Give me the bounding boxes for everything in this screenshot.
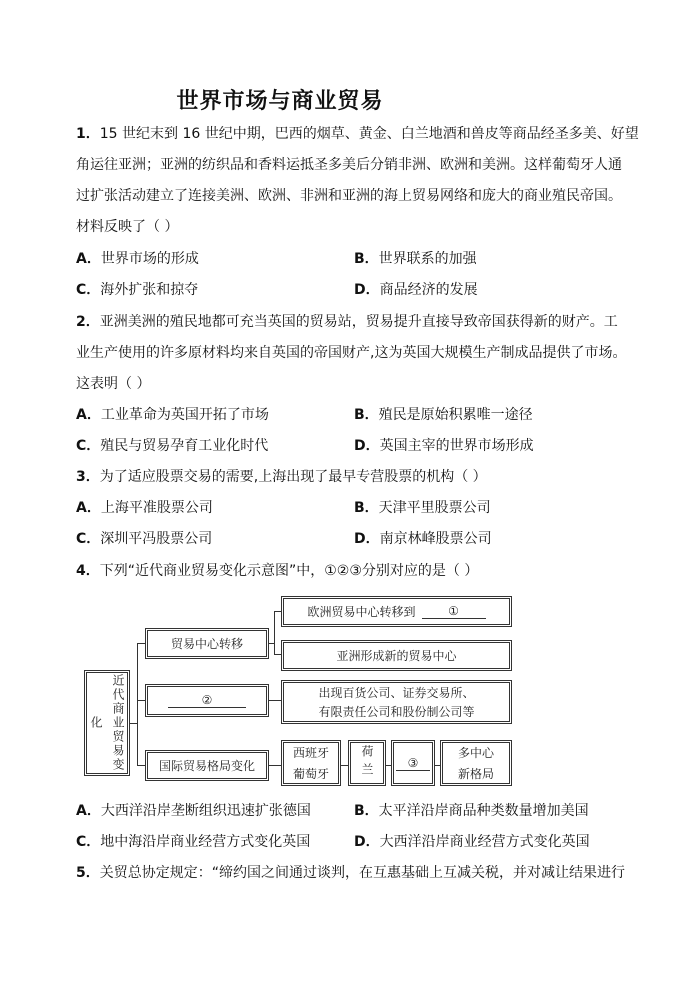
option-text: 深圳平冯股票公司 [100, 531, 213, 547]
option-letter: C． [76, 438, 101, 454]
q2-option-d[interactable] [354, 437, 534, 455]
connector [137, 765, 145, 766]
chain-spain-portugal [281, 740, 341, 786]
q2-option-c[interactable] [76, 437, 268, 455]
q5-number: 5． [76, 865, 100, 881]
connector [137, 643, 145, 644]
blank-1: ① [422, 604, 486, 619]
leaf-label: 欧洲贸易中心转移到 [307, 605, 416, 619]
q5-line-1 [76, 864, 625, 882]
option-text: 殖民是原始积累唯一途径 [378, 407, 533, 423]
option-letter: D． [354, 438, 380, 454]
option-text: 世界市场的形成 [100, 251, 199, 267]
page-title: 世界市场与商业贸易 [176, 89, 384, 114]
q4-option-b[interactable] [354, 802, 589, 820]
branch-blank-2 [145, 684, 269, 717]
option-text: 大西洋沿岸垄断组织迅速扩张德国 [100, 803, 311, 819]
option-text: 上海平准股票公司 [100, 500, 213, 516]
q4-option-d[interactable] [354, 833, 590, 851]
option-letter: B． [354, 803, 379, 819]
q4-option-c[interactable] [76, 833, 310, 851]
connector [341, 765, 348, 766]
chain-blank-3 [391, 740, 435, 786]
chain-label: 新格局 [457, 767, 494, 781]
chain-label: 荷兰 [360, 745, 374, 781]
option-letter: B． [354, 251, 379, 267]
q1-line-2: 角运往亚洲；亚洲的纺织品和香料运抵圣多美后分销非洲、欧洲和美洲。这样葡萄牙人通 [76, 157, 622, 173]
q3-number: 3． [76, 469, 100, 485]
q3-option-a[interactable] [76, 499, 213, 517]
branch-trade-pattern [145, 750, 269, 781]
branch-label: 贸易中心转移 [170, 637, 243, 651]
option-letter: C． [76, 282, 101, 298]
diagram-root-label: 近代商业贸易变化 [89, 674, 125, 772]
q2-number: 2． [76, 314, 100, 330]
q1-option-c[interactable] [76, 281, 198, 299]
blank-3: ③ [396, 756, 430, 771]
connector [274, 611, 275, 655]
q3-line-1 [76, 468, 487, 486]
option-text: 南京林峰股票公司 [379, 531, 492, 547]
q3-text-1: 为了适应股票交易的需要,上海出现了最早专营股票的机构（ ） [99, 469, 487, 485]
chain-multi-center [440, 740, 512, 786]
connector [269, 765, 281, 766]
q4-number: 4． [76, 563, 100, 579]
q5-text-1: 关贸总协定规定：“缔约国之间通过谈判，在互惠基础上互减关税，并对减让结果进行 [99, 865, 626, 881]
leaf-europe-center [281, 596, 512, 627]
connector [137, 700, 145, 701]
q4-text-1: 下列“近代商业贸易变化示意图”中，①②③分别对应的是（ ） [99, 563, 479, 579]
branch-trade-center-shift [145, 628, 269, 659]
connector [269, 700, 281, 701]
option-letter: D． [354, 282, 380, 298]
q1-option-a[interactable] [76, 250, 199, 268]
q2-line-1 [76, 313, 618, 331]
option-letter: C． [76, 834, 101, 850]
option-text: 大西洋沿岸商业经营方式变化英国 [379, 834, 590, 850]
leaf-asia-center [281, 640, 512, 671]
q1-line-1 [76, 125, 639, 143]
option-letter: A． [76, 500, 101, 516]
option-text: 海外扩张和掠夺 [100, 282, 199, 298]
option-letter: D． [354, 531, 380, 547]
q4-line-1 [76, 562, 478, 580]
option-letter: B． [354, 500, 379, 516]
q3-option-d[interactable] [354, 530, 492, 548]
q1-line-4: 材料反映了（ ） [76, 219, 179, 235]
q1-number: 1． [76, 126, 100, 142]
chain-label: 西班牙 [292, 746, 329, 760]
chain-label: 多中心 [457, 746, 494, 760]
chain-label: 葡萄牙 [292, 767, 329, 781]
option-text: 太平洋沿岸商品种类数量增加美国 [378, 803, 589, 819]
option-letter: B． [354, 407, 379, 423]
q3-option-c[interactable] [76, 530, 212, 548]
option-text: 殖民与贸易孕育工业化时代 [100, 438, 269, 454]
option-letter: A． [76, 407, 101, 423]
q2-line-3: 这表明（ ） [76, 376, 151, 392]
q4-option-a[interactable] [76, 802, 311, 820]
connector [137, 643, 138, 766]
q1-option-b[interactable] [354, 250, 477, 268]
q1-line-3: 过扩张活动建立了连接美洲、欧洲、非洲和亚洲的海上贸易网络和庞大的商业殖民帝国。 [76, 188, 622, 204]
diagram-root-box [84, 670, 130, 776]
branch-label: 国际贸易格局变化 [158, 759, 255, 773]
option-letter: A． [76, 251, 101, 267]
option-text: 地中海沿岸商业经营方式变化英国 [100, 834, 311, 850]
leaf-label: 亚洲形成新的贸易中心 [336, 649, 457, 663]
q1-option-d[interactable] [354, 281, 478, 299]
leaf-label: 有限责任公司和股份制公司等 [318, 705, 475, 719]
q2-line-2: 业生产使用的许多原材料均来自英国的帝国财产,这为英国大规模生产制成品提供了市场。 [76, 345, 627, 361]
option-letter: A． [76, 803, 101, 819]
option-text: 天津平里股票公司 [378, 500, 491, 516]
leaf-label: 出现百货公司、证券交易所、 [318, 686, 475, 700]
connector [274, 654, 281, 655]
connector [274, 611, 281, 612]
blank-2: ② [168, 693, 246, 708]
option-text: 世界联系的加强 [378, 251, 477, 267]
option-letter: C． [76, 531, 101, 547]
option-letter: D． [354, 834, 380, 850]
q3-option-b[interactable] [354, 499, 491, 517]
q2-option-a[interactable] [76, 406, 269, 424]
q2-text-1: 亚洲美洲的殖民地都可充当英国的贸易站，贸易提升直接导致帝国获得新的财产。工 [99, 314, 618, 330]
chain-netherlands [348, 740, 386, 786]
option-text: 商品经济的发展 [379, 282, 478, 298]
q2-option-b[interactable] [354, 406, 533, 424]
option-text: 英国主宰的世界市场形成 [379, 438, 534, 454]
option-text: 工业革命为英国开拓了市场 [100, 407, 269, 423]
leaf-new-business-forms [281, 680, 512, 724]
q1-text-1: 15 世纪末到 16 世纪中期，巴西的烟草、黄金、白兰地酒和兽皮等商品经圣多美、好望 [99, 126, 639, 142]
